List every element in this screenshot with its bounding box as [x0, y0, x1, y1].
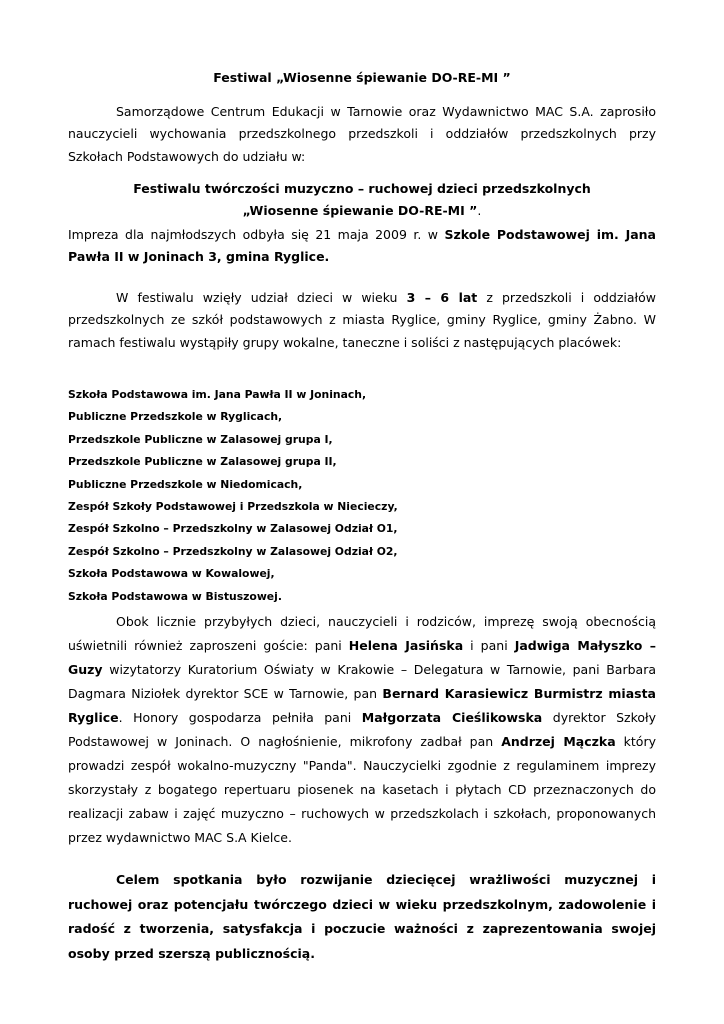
participation-paragraph — [68, 287, 656, 354]
list-item: Zespół Szkoły Podstawowej i Przedszkola w Niecieczy, — [68, 500, 398, 514]
intro-paragraph — [68, 101, 656, 168]
participation-age: 3 – 6 lat — [406, 290, 478, 305]
goal-paragraph: Celem spotkania było rozwijanie dziecięcej wrażliwości muzycznej i ruchowej oraz potencjału twórczego dzieci w wieku przedszkolnym, zadowolenie i radość z tworzenia, satysfakcja i poczucie ważności z zaprezentowania swojej osoby przed szerszą publicznością. — [68, 872, 656, 961]
event-paragraph — [68, 224, 656, 269]
list-item: Zespół Szkolno – Przedszkolny w Zalasowej Odział O1, — [68, 522, 398, 536]
event-place: Szkole Podstawowej im. Jana Pawła II w Joninach 3, gmina Ryglice. — [68, 227, 656, 265]
list-item: Szkoła Podstawowa w Bistuszowej. — [68, 589, 282, 603]
list-item: Zespół Szkolno – Przedszkolny w Zalasowej Odział O2, — [68, 544, 398, 558]
list-item: Publiczne Przedszkole w Niedomicach, — [68, 477, 303, 491]
guest-name: Andrzej Mączka — [501, 734, 616, 749]
guests-text: dyrektor Szkoły Podstawowej w Joninach. O nagłośnienie, mikrofony zadbał pan — [68, 710, 656, 749]
guests-text: Obok licznie przybyłych dzieci, nauczycieli i rodziców, imprezę swoją obecnością uświetnili również zaproszeni goście: pani — [68, 614, 656, 653]
guests-text: . Honory gospodarza pełniła pani — [118, 710, 362, 725]
list-item: Przedszkole Publiczne w Zalasowej grupa II, — [68, 455, 337, 469]
participation-text-b: z przedszkoli i oddziałów przedszkolnych ze szkół podstawowych z miasta Ryglice, gminy Ryglice, gminy Żabno. W ramach festiwalu wystąpiły grupy wokalne, taneczne i soliści z następujących placówek: — [68, 290, 656, 350]
festival-name-line1: Festiwalu twórczości muzyczno – ruchowej dzieci przedszkolnych — [133, 181, 591, 196]
guests-text: który prowadzi zespół wokalno-muzyczny "Panda". Nauczycielki zgodnie z regulaminem imprezy skorzystały z bogatego repertuaru piosenek na kasetach i płytach CD przeznaczonych do realizacji zabaw i zajęć muzyczno – ruchowych w przedszkolach i szkołach, proponowanych przez wydawnictwo MAC S.A Kielce. — [68, 734, 656, 845]
guest-name: Małgorzata Cieślikowska — [361, 710, 543, 725]
institutions-list — [68, 384, 656, 608]
event-text: Impreza dla najmłodszych odbyła się 21 maja 2009 r. w — [68, 227, 445, 242]
list-item: Przedszkole Publiczne w Zalasowej grupa I, — [68, 432, 333, 446]
guest-name: Jadwiga Małyszko – Guzy — [68, 638, 656, 677]
guests-paragraph — [68, 610, 656, 850]
festival-name-line2 — [68, 200, 656, 222]
guest-name: Bernard Karasiewicz Burmistrz miasta Ryglice — [68, 686, 656, 725]
list-item: Szkoła Podstawowa im. Jana Pawła II w Joninach, — [68, 388, 367, 401]
festival-name-quote: „Wiosenne śpiewanie DO-RE-MI ” — [242, 203, 478, 218]
list-item: Szkoła Podstawowa w Kowalowej, — [68, 567, 275, 581]
list-item: Publiczne Przedszkole w Ryglicach, — [68, 410, 283, 424]
guest-name: Helena Jasińska — [348, 638, 464, 653]
festival-name-dot: . — [477, 203, 482, 218]
document-title: Festiwal „Wiosenne śpiewanie DO-RE-MI ” — [213, 70, 511, 85]
intro-text: Samorządowe Centrum Edukacji w Tarnowie oraz Wydawnictwo MAC S.A. zaprosiło nauczycieli wychowania przedszkolnego przedszkoli i oddziałów przedszkolnych przy Szkołach Podstawowych do udziału w: — [68, 104, 656, 164]
guests-text: i pani — [463, 638, 515, 653]
participation-text-a: W festiwalu wzięły udział dzieci w wieku — [116, 290, 407, 305]
guests-text: wizytatorzy Kuratorium Oświaty w Krakowie – Delegatura w Tarnowie, pani Barbara Dagmara Niziołek dyrektor SCE w Tarnowie, pan — [68, 662, 656, 701]
